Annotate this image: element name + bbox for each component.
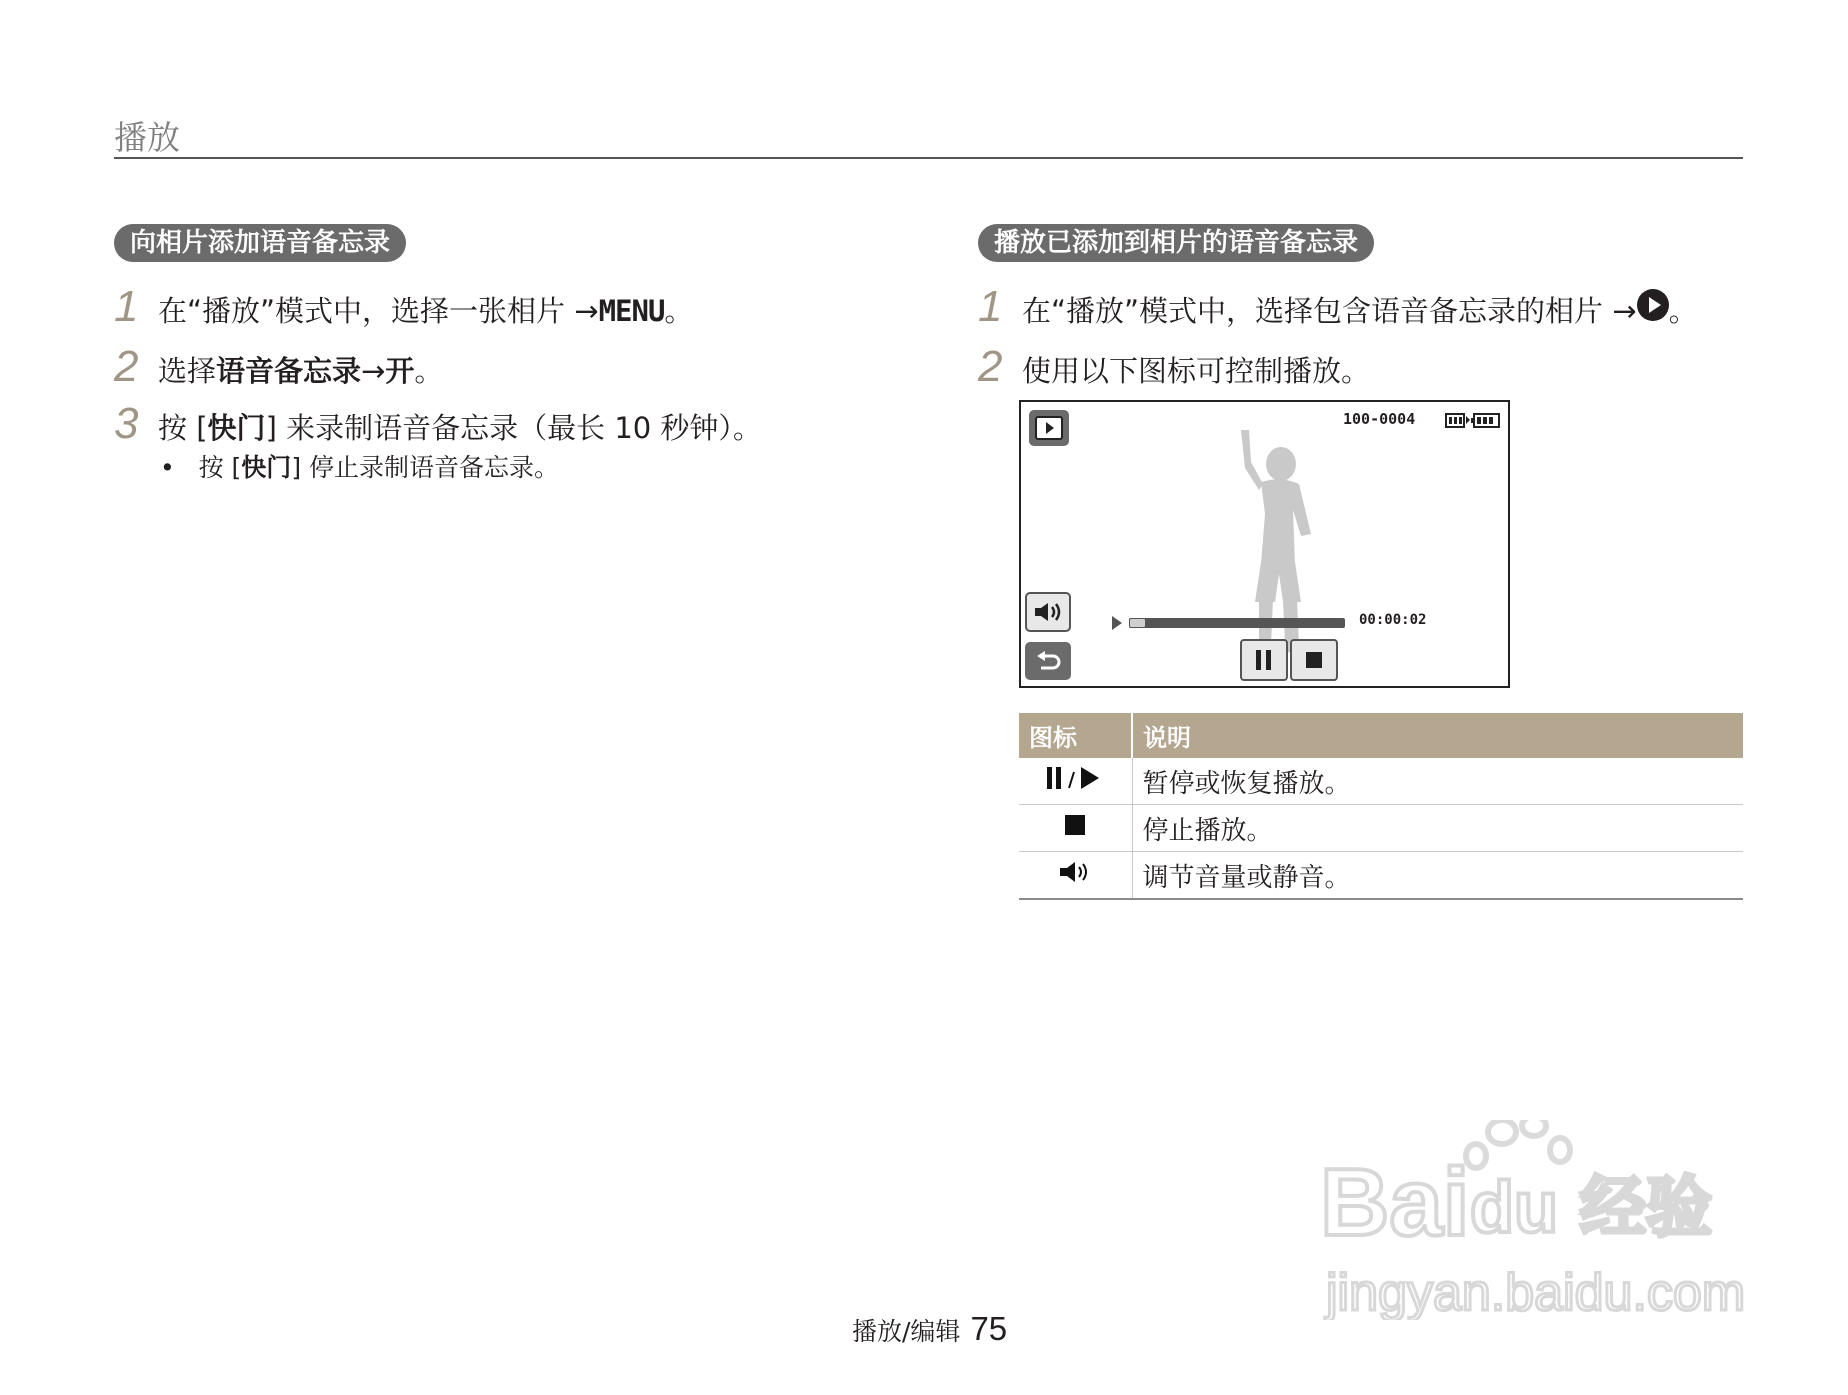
menu-button-glyph: MENU [598, 294, 665, 328]
icon-description-table [1019, 713, 1743, 900]
footer-section: 播放/编辑 [852, 1317, 961, 1346]
step-number: 2 [114, 342, 139, 391]
stop-button[interactable] [1290, 639, 1338, 681]
step-text-end: 。 [664, 294, 694, 328]
table-row [1019, 805, 1743, 852]
stop-icon [1019, 805, 1132, 852]
table-cell-description: 暂停或恢复播放。 [1132, 758, 1743, 805]
volume-icon [1033, 601, 1063, 623]
right-step-1 [978, 282, 1698, 332]
baidu-jingyan-watermark-logo [1320, 1120, 1750, 1320]
play-circle-icon [1637, 289, 1669, 321]
table-header-row [1019, 713, 1743, 758]
left-bullet [160, 448, 559, 484]
page-header-title: 播放 [114, 118, 180, 157]
step-text: 在“播放”模式中，选择一张相片 → [158, 294, 599, 328]
camera-playback-screen [1019, 400, 1510, 688]
bullet-text: 按 [ [198, 453, 242, 482]
right-step-2 [978, 342, 1370, 392]
shutter-label: 快门 [241, 453, 292, 482]
step-text: 按 [ [158, 411, 208, 445]
step-number: 1 [114, 282, 139, 331]
page-footer [852, 1310, 1007, 1348]
step-number: 1 [978, 282, 1003, 331]
step-text: 选择 [158, 354, 217, 388]
playback-mode-icon[interactable] [1029, 410, 1069, 446]
step-text-end: 。 [1668, 294, 1698, 328]
step-bold-option: 语音备忘录 [216, 354, 362, 388]
step-text: 使用以下图标可控制播放。 [1022, 354, 1371, 388]
left-step-2 [114, 342, 443, 392]
back-arrow-icon [1035, 650, 1061, 672]
play-indicator-icon [1111, 615, 1123, 631]
left-step-3 [114, 399, 762, 449]
back-button[interactable] [1025, 642, 1071, 680]
table-header-description: 说明 [1132, 713, 1743, 758]
left-section-title: 向相片添加语音备忘录 [114, 224, 406, 262]
table-cell-description: 调节音量或静音。 [1132, 852, 1743, 900]
progress-bar[interactable] [1129, 618, 1345, 628]
step-bold-value: 开 [385, 354, 415, 388]
table-header-icon: 图标 [1019, 713, 1132, 758]
step-text-end: ] 来录制语音备忘录（最长 10 秒钟）。 [265, 411, 762, 445]
svg-text:jingyan.baidu.com: jingyan.baidu.com [1326, 1264, 1746, 1320]
left-step-1 [114, 282, 693, 332]
volume-icon [1019, 852, 1132, 900]
table-row [1019, 852, 1743, 900]
file-number: 100-0004 [1343, 410, 1416, 428]
step-text: 在“播放”模式中，选择包含语音备忘录的相片 → [1022, 294, 1637, 328]
svg-text:Bai: Bai [1320, 1149, 1470, 1256]
memory-battery-icon [1445, 412, 1501, 430]
stop-icon [1305, 651, 1323, 669]
step-arrow: → [361, 354, 386, 388]
pause-icon [1253, 648, 1275, 672]
shutter-label: 快门 [207, 411, 266, 445]
step-number: 2 [978, 342, 1003, 391]
pause-button[interactable] [1240, 639, 1288, 681]
table-cell-description: 停止播放。 [1132, 805, 1743, 852]
bullet-text-end: ] 停止录制语音备忘录。 [291, 453, 560, 482]
playback-time: 00:00:02 [1359, 612, 1427, 628]
svg-text:du: du [1470, 1168, 1558, 1248]
step-text-end: 。 [414, 354, 444, 388]
volume-button[interactable] [1025, 592, 1071, 632]
page-number: 75 [970, 1310, 1008, 1347]
step-number: 3 [114, 399, 139, 448]
header-rule [114, 157, 1743, 159]
svg-text:经验: 经验 [1580, 1169, 1712, 1246]
bullet-mark: • [160, 453, 175, 482]
progress-fill [1129, 618, 1146, 628]
right-section-title: 播放已添加到相片的语音备忘录 [978, 224, 1374, 262]
table-row [1019, 758, 1743, 805]
pause-play-icon [1019, 758, 1132, 805]
